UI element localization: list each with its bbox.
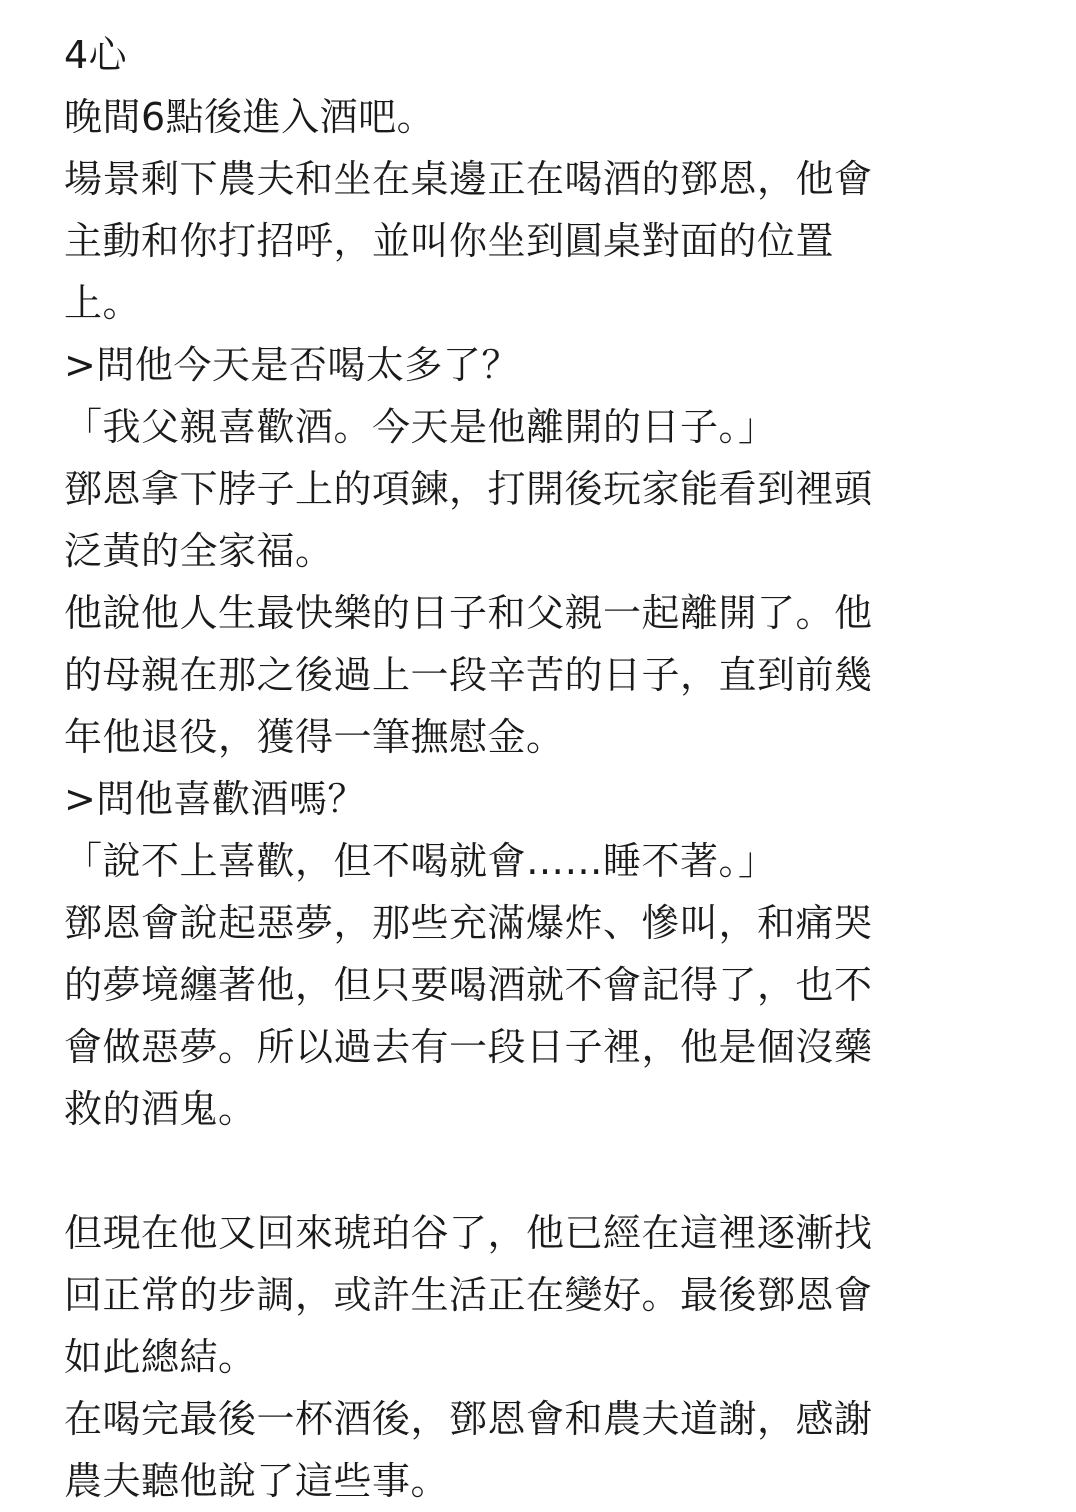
dialogue-option: >問他今天是否喝太多了？ [64,343,520,387]
paragraph: 在喝完最後一杯酒後，鄧恩會和農夫道謝，感謝 農夫聽他說了這些事。 [64,1397,873,1503]
document-body [64,24,1024,1512]
paragraph: 但現在他又回來琥珀谷了，他已經在這裡逐漸找 回正常的步調，或許生活正在變好。最後鄧恩會 如此總結。 [64,1211,873,1379]
dialogue-quote: 「說不上喜歡，但不喝就會……睡不著。」 [64,839,777,883]
paragraph: 場景剩下農夫和坐在桌邊正在喝酒的鄧恩，他會 主動和你打招呼，並叫你坐到圓桌對面的位置 上。 [64,157,873,325]
paragraph: 他說他人生最快樂的日子和父親一起離開了。他 的母親在那之後過上一段辛苦的日子，直到前幾 年他退役，獲得一筆撫慰金。 [64,591,873,759]
paragraph: 鄧恩拿下脖子上的項鍊，打開後玩家能看到裡頭 泛黃的全家福。 [64,467,873,573]
paragraph: 晚間6點後進入酒吧。 [64,95,436,139]
heading-line: 4心 [64,33,128,77]
dialogue-option: >問他喜歡酒嗎？ [64,777,366,821]
dialogue-quote: 「我父親喜歡酒。今天是他離開的日子。」 [64,405,777,449]
paragraph: 鄧恩會說起惡夢，那些充滿爆炸、慘叫，和痛哭 的夢境纏著他，但只要喝酒就不會記得了，也不 會做惡夢。所以過去有一段日子裡，他是個沒藥 救的酒鬼。 [64,901,873,1131]
paragraph-spacer [64,1140,1024,1202]
